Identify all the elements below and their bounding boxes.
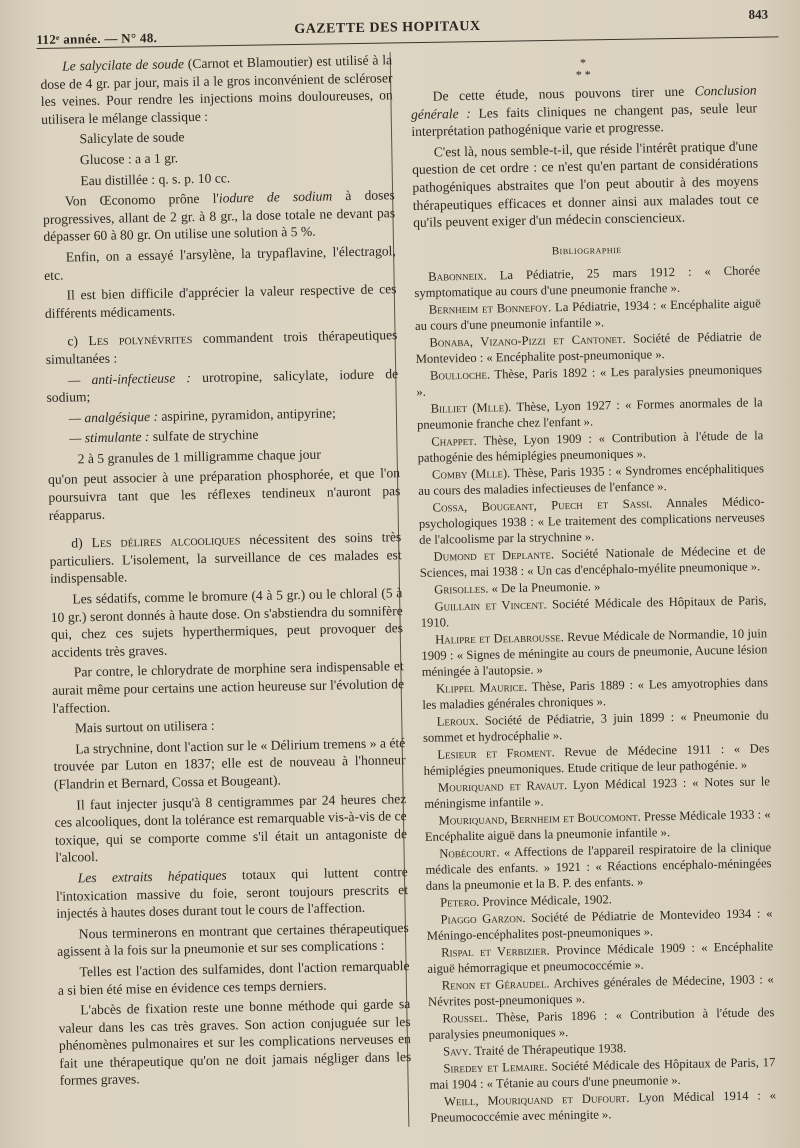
author-names: Bernheim et Bonnefoy.	[428, 300, 552, 318]
bibliography-entry	[429, 1055, 776, 1094]
reference-text: Thèse, Lyon 1909 : « Contribution à l'étude de la pathogénie des hémiplégies pneumoniques ».	[417, 428, 764, 466]
paragraph: Enfin, on a essayé l'arsylène, la trypaflavine, l'électragol, etc.	[44, 243, 396, 283]
paragraph	[40, 51, 393, 128]
journal-title: GAZETTE DES HOPITAUX	[294, 19, 481, 37]
paragraph: Mais surtout on utilisera :	[74, 717, 215, 736]
author-names: Halipre et Delabrousse.	[435, 630, 564, 647]
reference-text: Annales Médico-psychologiques 1938 : « Le traitement des complications nerveuses de l'alcoolisme par la strychnine ».	[418, 494, 765, 548]
author-names: Guillain et Vincent.	[434, 597, 547, 614]
text: c)	[67, 333, 89, 349]
paragraph: qu'on peut associer à une préparation phosphorée, et que l'on poursuivra tant que les réflexes tendineux n'auront pas réapparus.	[47, 465, 401, 523]
bibliography-entry	[418, 494, 765, 549]
text: nécessitent des soins très particuliers. L'isolement, la surveillance de ces malades est indispensable.	[49, 529, 402, 587]
author-names: Renon et Géraudel.	[441, 976, 550, 993]
bibliography-list	[414, 263, 776, 1126]
paragraph	[411, 81, 758, 140]
text: sulfate de strychine	[149, 427, 259, 445]
list-item	[46, 365, 399, 407]
reference-text: Province Médicale 1909 : « Encéphalite aiguë hémorragique et pneumococcémie ».	[427, 939, 774, 977]
paragraph: Il est bien difficile d'apprécier la valeur respective de ces différents médicaments.	[44, 281, 397, 321]
bibliography-entry	[421, 626, 768, 681]
author-names: Savy.	[442, 1044, 472, 1059]
author-names: Bonaba, Vizano-Pizzi et Cantonet.	[429, 332, 626, 351]
author-names: Nobécourt.	[439, 845, 500, 861]
author-names: Chappet.	[431, 434, 478, 450]
paragraph: Par contre, le chlorydrate de morphine sera indispensable et aurait même pour certains une action heureuse sur l'évolution de l'affection.	[51, 658, 405, 716]
text: De cette étude, nous pouvons tirer une	[432, 83, 695, 104]
author-names: Rispal et Verbizier.	[441, 943, 550, 960]
paragraph: Nous terminerons en montrant que certaines thérapeutiques agissent à la fois sur la pneumonie et sur ses complications :	[57, 919, 409, 960]
issue-number: 112ᵉ année. — N° 48.	[36, 30, 158, 47]
reference-text: Thèse, Lyon 1927 : « Formes anormales de la pneumonie franche chez l'enfant ».	[416, 395, 763, 433]
author-names: Lesieur et Froment.	[437, 745, 555, 762]
formula-line: Salicylate de soude	[79, 129, 185, 147]
bibliography-entry	[415, 329, 762, 368]
paragraph: L'abcès de fixation reste une bonne méthode qui garde sa valeur dans les cas très graves. Son action conjuguée sur les phénomènes pulmonaires et sur les complications nerveuses en fait une thérapeutique qu'on ne doit jamais négliger dans les formes graves.	[58, 996, 412, 1089]
author-names: Dumond et Deplante.	[433, 547, 555, 564]
reference-text: Presse Médicale 1933 : « Encéphalite aiguë dans la pneumonie infantile ».	[424, 807, 771, 845]
reference-text: Province Médicale, 1902.	[479, 892, 613, 910]
author-names: Grisolles.	[434, 581, 489, 597]
reference-text: Société de Pédiatrie de Montevideo : « Encéphalite post-pneumonique ».	[415, 329, 762, 367]
section-heading: Les délires alcooliques	[91, 532, 241, 551]
section-heading: Les polynévrites	[88, 331, 193, 349]
paragraph	[43, 186, 396, 246]
reference-text: Société Nationale de Médecine et de Sciences, mai 1938 : « Un cas d'encéphalo-myélite pneumonique ».	[419, 543, 766, 581]
reference-text: Société Médicale des Hôpitaux de Paris, 1910.	[420, 593, 767, 631]
bibliography-entry	[423, 708, 770, 747]
author-names: Comby (Mlle).	[431, 466, 511, 482]
section-paragraph	[45, 327, 398, 369]
bibliography-entry	[428, 1005, 775, 1044]
paragraph: Il faut injecter jusqu'à 8 centigrammes par 24 heures chez ces alcooliques, dont la tolérance est remarquable vis-à-vis de ce toxique, qui se comporte comme s'il était un antagoniste de l'alcool.	[54, 790, 408, 866]
reference-text: Thèse, Paris 1896 : « Contribution à l'étude des paralysies pneumoniques ».	[428, 1005, 775, 1043]
list-label: — analgésique :	[68, 408, 159, 426]
reference-text: Lyon Médical 1923 : « Notes sur le méningisme infantile ».	[424, 774, 771, 812]
paragraph: Les sédatifs, comme le bromure (4 à 5 gr.) ou le chloral (5 à 10 gr.) seront donnés à haute dose. On s'abstiendra du somnifère qui, chez ces sujets hyperthermiques, peut provoquer des accidents très graves.	[50, 585, 404, 660]
formula-line: Glucose : a a 1 gr.	[79, 150, 179, 168]
text: Les faits cliniques ne changent pas, seule leur interprétation pathogénique varie et progresse.	[411, 99, 758, 140]
bibliography-entry	[418, 461, 765, 500]
reference-text: La Pédiatrie, 1934 : « Encéphalite aiguë au cours d'une pneumonie infantile ».	[414, 296, 761, 334]
bibliography-entry	[414, 263, 761, 302]
reference-text: « De la Pneumonie. »	[488, 579, 601, 596]
reference-text: Société Médicale des Hôpitaux de Paris, 17 mai 1904 : « Tétanie au cours d'une pneumonie ».	[429, 1055, 776, 1093]
bibliography-entry	[424, 807, 771, 846]
list-label: — anti-infectieuse :	[68, 369, 192, 388]
dosage-line: 2 à 5 granules de 1 milligramme chaque jour	[77, 446, 321, 467]
page-header	[36, 2, 778, 49]
author-names: Billiet (Mlle).	[430, 400, 512, 417]
author-names: Klippel Maurice.	[435, 680, 528, 696]
paragraph	[56, 863, 409, 923]
author-names: Petero.	[440, 895, 480, 910]
reference-text: Lyon Médical 1914 : « Pneumococcémie avec méningite ».	[430, 1088, 777, 1126]
author-names: Siredey et Lemaire.	[443, 1059, 548, 1076]
reference-text: Traité de Thérapeutique 1938.	[471, 1041, 627, 1059]
text: aspirine, pyramidon, antipyrine;	[157, 405, 336, 424]
asterism: * * *	[575, 55, 591, 82]
left-column	[40, 51, 412, 1093]
bibliography-entry	[420, 593, 767, 632]
drug-name: Les extraits hépatiques	[77, 867, 227, 886]
text: commandent trois thérapeutiques simultanées :	[45, 327, 398, 367]
paragraph: C'est là, nous semble-t-il, que réside l'intérêt pratique d'une question de cet ordre : ce n'est qu'en partant de considérations pathogéniques abstraites que l'on peut aboutir à des moyens thérapeutiques efficaces et donner ainsi aux malades tout ce qu'ils peuvent exiger d'un médecin consciencieux.	[411, 138, 759, 231]
reference-text: Thèse, Paris 1892 : « Les paralysies pneumoniques ».	[416, 362, 763, 400]
bibliography-entry	[415, 296, 762, 335]
reference-text: Revue Médicale de Normandie, 10 juin 1909 : « Signes de méningite au cours de pneumonie, Aucune lésion méningée à l'autopsie. »	[421, 626, 768, 680]
text: à doses progressives, allant de 2 gr. à 8 gr., la dose totale ne devant pas dépasser 60 à 80 gr. On utilise une solution à 5 %.	[42, 187, 396, 245]
bibliography-entry	[428, 972, 775, 1011]
text: Von Œconomo prône l'	[64, 190, 219, 209]
reference-text: Société de Pédiatrie de Montevideo 1934 : « Méningo-encéphalites post-pneumoniques ».	[426, 906, 773, 944]
author-names: Babonneix.	[428, 268, 487, 285]
bibliography-entry	[417, 428, 764, 467]
bibliography-entry	[419, 543, 766, 582]
paragraph: La strychnine, dont l'action sur le « Délirium tremens » a été trouvée par Luton en 1837; elle est de nouveau à l'honneur (Flandrin et Bernard, Cossa et Bougeant).	[53, 734, 406, 792]
reference-text: « Affections de l'appareil respiratoire de la clinique médicale des enfants. » 1921 : « Réactions encéphalo-méningées dans la pneumonie et la B. P. des enfants. »	[425, 840, 772, 894]
bibliography-entry	[424, 774, 771, 813]
page-number: 843	[748, 6, 769, 22]
formula-line: Eau distillée : q. s. p. 10 cc.	[80, 169, 231, 188]
reference-text: Société de Pédiatrie, 3 juin 1899 : « Pneumonie du sommet et hydrocéphalie ».	[422, 708, 769, 746]
text: totaux qui luttent contre l'intoxication massive du foie, seront toujours prescrits et injectés à hautes doses durant tout le cours de l'affection.	[55, 864, 409, 921]
author-names: Piaggo Garzon.	[440, 911, 526, 927]
bibliography-entry	[417, 395, 764, 434]
list-label: — stimulante :	[69, 429, 150, 446]
bibliography-entry	[427, 939, 774, 978]
bibliography-entry	[425, 840, 772, 895]
section-paragraph	[49, 528, 402, 588]
text: (Carnot et Blamoutier) est utilisé à la dose de 4 gr. par jour, mais il a le gros inconvénient de scléroser les veines. Pour rendre les injections moins douloureuses, on utilisera le mélange classique :	[40, 52, 393, 127]
bibliography-entry	[426, 906, 773, 945]
author-names: Cossa, Bougeant, Puech et Sassi.	[432, 496, 653, 515]
author-names: Weill, Mouriquand et Dufourt.	[443, 1091, 630, 1109]
reference-text: Archives générales de Médecine, 1903 : « Névrites post-pneumoniques ».	[427, 972, 774, 1010]
bibliography-entry	[422, 675, 769, 714]
drug-name: Le salycilate de soude	[62, 56, 185, 74]
author-names: Mouriquand, Bernheim et Boucomont.	[438, 810, 641, 828]
reference-text: Thèse, Paris 1889 : « Les amyotrophies dans les maladies générales chroniques ».	[422, 675, 769, 713]
text: d)	[71, 535, 92, 551]
bibliography-entry	[416, 362, 763, 401]
author-names: Mouriquand et Ravaut.	[437, 778, 568, 795]
right-column	[410, 53, 776, 1127]
author-names: Boulloche.	[429, 367, 491, 384]
bibliography-entry	[430, 1088, 777, 1127]
bibliography-entry	[423, 741, 770, 780]
drug-name: iodure de sodium	[218, 188, 333, 206]
bibliography-heading: Bibliographie	[551, 243, 622, 258]
author-names: Leroux.	[436, 714, 479, 729]
conclusion-label: Conclusion générale :	[410, 82, 757, 122]
author-names: Roussel.	[442, 1011, 489, 1026]
text: urotropine, salicylate, iodure de sodium;	[46, 365, 399, 406]
reference-text: Thèse, Paris 1935 : « Syndromes encéphalitiques au cours des maladies infectieuses de l'enfance ».	[418, 461, 765, 499]
reference-text: Revue de Médecine 1911 : « Des hémiplégies pneumoniques. Etude critique de leur pathogénie. »	[423, 741, 770, 779]
reference-text: La Pédiatrie, 25 mars 1912 : « Chorée symptomatique au cours d'une pneumonie franche ».	[414, 263, 761, 301]
paragraph: Telles est l'action des sulfamides, dont l'action remarquable a si bien été mise en évidence ces temps derniers.	[57, 957, 410, 998]
